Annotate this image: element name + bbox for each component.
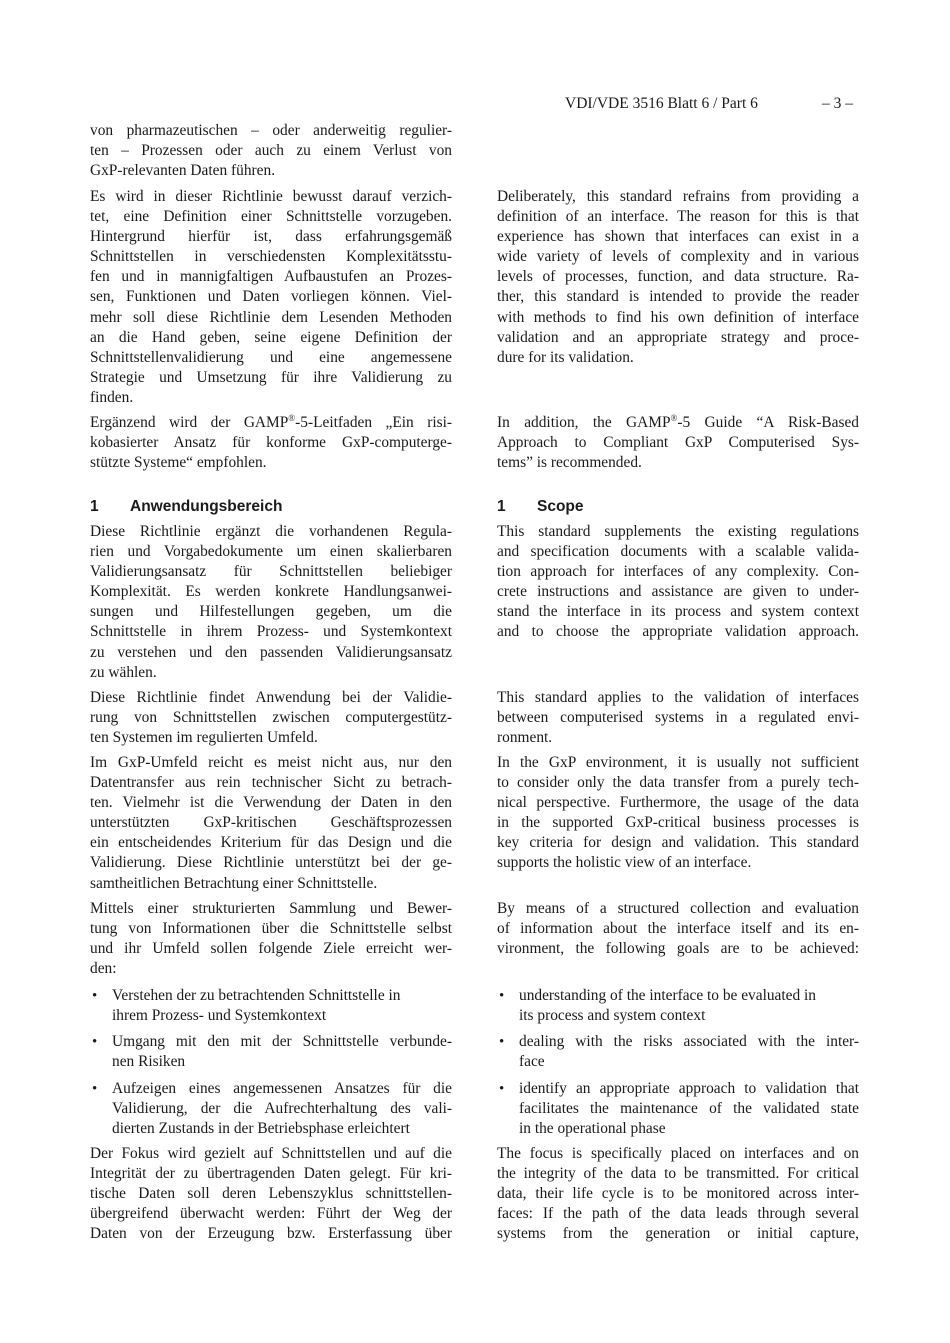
bullet-item	[92, 1079, 452, 1139]
text-line: Aufzeigen eines angemessenen Ansatzes für die	[112, 1080, 452, 1097]
text-line: tems” is recommended.	[497, 454, 642, 472]
text-line: definition of an interface. The reason for this is that	[497, 208, 859, 226]
bullet-icon: •	[499, 1034, 505, 1050]
text-line: fen und in mannigfaltigen Aufbaustufen an Prozes-	[90, 268, 452, 286]
section-heading	[90, 497, 282, 517]
text-line: Ergänzend wird der GAMP®-5-Leitfaden „Ein risi-	[90, 413, 452, 431]
paragraph	[497, 753, 859, 874]
text-line: übergreifend überwacht werden: Führt der Weg der	[90, 1205, 452, 1223]
text-line: nen Risiken	[112, 1053, 186, 1071]
text-line: Verstehen der zu betrachtenden Schnittstelle in	[112, 987, 401, 1004]
text-line: stand the interface in its process and system context	[497, 603, 859, 621]
text-line: Komplexität. Es werden konkrete Handlungsanwei-	[90, 583, 452, 601]
text-line: dierten Zustands in der Betriebsphase erleichtert	[112, 1120, 410, 1138]
document-id: VDI/VDE 3516 Blatt 6 / Part 6	[565, 95, 758, 112]
text-line: wide variety of levels of complexity and in various	[497, 248, 859, 266]
paragraph	[90, 121, 452, 181]
running-header	[565, 95, 758, 113]
text-line: vironment, the following goals are to be achieved:	[497, 940, 859, 958]
text-line: and specification documents with a scalable valida-	[497, 543, 859, 561]
text-line: zu wählen.	[90, 663, 157, 681]
text-line: tische Daten soll deren Lebenszyklus schnittstellen-	[90, 1185, 452, 1203]
text-line: samtheitlichen Betrachtung einer Schnittstelle.	[90, 874, 378, 892]
text-line: dure for its validation.	[497, 348, 634, 366]
text-line: understanding of the interface to be evaluated in	[519, 987, 817, 1004]
bullet-item	[92, 986, 452, 1026]
text-line: zu verstehen und den passenden Validierungsansatz	[90, 643, 452, 661]
text-line: Mittels einer strukturierten Sammlung und Bewer-	[90, 900, 452, 917]
text-line: In addition, the GAMP®-5 Guide “A Risk-Based	[497, 413, 859, 431]
text-line: faces: If the path of the data leads through several	[497, 1205, 859, 1223]
text-line: experience has shown that interfaces can exist in a	[497, 228, 859, 246]
text-line: Der Fokus wird gezielt auf Schnittstellen und auf die	[90, 1145, 452, 1162]
text-line: Schnittstelle in ihrem Prozess- und Systemkontext	[90, 623, 452, 641]
text-line: key criteria for design and validation. This standard	[497, 834, 859, 852]
section-number: 1	[497, 498, 506, 515]
paragraph	[90, 413, 452, 473]
bullet-item	[92, 1032, 452, 1072]
text-line: with methods to find his own definition of interface	[497, 308, 859, 326]
text-line: nical perspective. Furthermore, the usage of the data	[497, 794, 859, 812]
text-line: kobasierter Ansatz für konforme GxP-computerge-	[90, 434, 452, 452]
text-line: Validierung. Diese Richtlinie unterstützt bei der ge-	[90, 854, 452, 872]
bullet-icon: •	[92, 988, 98, 1004]
paragraph	[497, 899, 859, 959]
bullet-item	[499, 1032, 859, 1072]
text-line: dealing with the risks associated with the inter-	[519, 1033, 859, 1050]
registered-mark: ®	[288, 413, 296, 423]
text-line: supports the holistic view of an interface.	[497, 854, 752, 872]
text-line: identify an appropriate approach to validation that	[519, 1080, 859, 1097]
text-line: data, their life cycle is to be monitored across inter-	[497, 1185, 859, 1203]
paragraph	[497, 688, 859, 748]
text-line: its process and system context	[519, 1007, 706, 1025]
bullet-icon: •	[92, 1034, 98, 1050]
text-line: Es wird in dieser Richtlinie bewusst darauf verzich-	[90, 188, 452, 205]
text-line: This standard supplements the existing regulations	[497, 523, 859, 540]
text-line: ein entscheidendes Kriterium für das Design und die	[90, 834, 452, 852]
paragraph	[90, 899, 452, 979]
paragraph	[90, 753, 452, 894]
paragraph	[497, 1144, 859, 1244]
text-line: Daten von der Erzeugung bzw. Ersterfassung über	[90, 1225, 452, 1243]
text-line: ten Systemen im regulierten Umfeld.	[90, 729, 318, 747]
text-line: tet, eine Definition einer Schnittstelle vorzugeben.	[90, 208, 452, 226]
text-line: Schnittstellen in verschiedensten Komplexitätsstu-	[90, 248, 452, 266]
text-line: Diese Richtlinie ergänzt die vorhandenen Regula-	[90, 523, 452, 540]
text-line: crete instructions and assistance are given to under-	[497, 583, 859, 601]
text-line: facilitates the maintenance of the validated state	[519, 1100, 859, 1118]
text-line: levels of processes, function, and data structure. Ra-	[497, 268, 859, 286]
text-line: sen, Funktionen und Daten vorliegen können. Viel-	[90, 288, 452, 306]
text-line: face	[519, 1053, 545, 1071]
bullet-item	[499, 986, 859, 1026]
text-line: Deliberately, this standard refrains from providing a	[497, 188, 859, 205]
text-line: unterstützten GxP-kritischen Geschäftsprozessen	[90, 814, 452, 832]
text-line: Diese Richtlinie findet Anwendung bei der Validie-	[90, 689, 452, 706]
page-number: – 3 –	[822, 95, 853, 112]
text-line: rien und Vorgabedokumente um einen skalierbaren	[90, 543, 452, 561]
text-line: rung von Schnittstellen zwischen computergestütz-	[90, 709, 452, 727]
section-number: 1	[90, 498, 99, 515]
text-line: Datentransfer aus rein technischer Sicht zu betrach-	[90, 774, 452, 792]
text-line: mehr soll diese Richtlinie dem Lesenden Methoden	[90, 308, 452, 326]
text-line: ther, this standard is intended to provide the reader	[497, 288, 859, 306]
paragraph	[90, 187, 452, 408]
text-line: By means of a structured collection and evaluation	[497, 900, 859, 917]
text-line: In the GxP environment, it is usually not sufficient	[497, 754, 859, 771]
text-line: von pharmazeutischen – oder anderweitig regulier-	[90, 122, 452, 139]
text-line: tung von Informationen über die Schnittstelle selbst	[90, 920, 452, 938]
text-line: finden.	[90, 388, 134, 406]
paragraph	[90, 1144, 452, 1244]
paragraph	[497, 522, 859, 643]
text-line: Schnittstellenvalidierung und eine angemessene	[90, 348, 452, 366]
text-line: Approach to Compliant GxP Computerised Sys-	[497, 434, 859, 452]
paragraph	[90, 522, 452, 683]
text-line: of information about the interface itself and its en-	[497, 920, 859, 938]
paragraph	[90, 688, 452, 748]
text-line: systems from the generation or initial capture,	[497, 1225, 859, 1243]
section-title: Scope	[537, 498, 584, 515]
text-line: validation and an appropriate strategy and proce-	[497, 328, 859, 346]
text-line: This standard applies to the validation of interfaces	[497, 689, 859, 706]
text-line: in the supported GxP-critical business processes is	[497, 814, 859, 832]
text-line: Im GxP-Umfeld reicht es meist nicht aus, nur den	[90, 754, 452, 771]
bullet-icon: •	[499, 988, 505, 1004]
section-heading	[497, 497, 584, 517]
text-line: Validierungsansatz für Schnittstellen beliebiger	[90, 563, 452, 581]
text-line: Validierung, der die Aufrechterhaltung des vali-	[112, 1100, 452, 1118]
text-line: ronment.	[497, 729, 553, 747]
text-line: between computerised systems in a regulated envi-	[497, 709, 859, 727]
text-line: und ihr Umfeld sollen folgende Ziele erreicht wer-	[90, 940, 452, 958]
text-line: Umgang mit den mit der Schnittstelle verbunde-	[112, 1033, 452, 1050]
text-line: Strategie und Umsetzung für ihre Validierung zu	[90, 368, 452, 386]
text-line: in the operational phase	[519, 1120, 666, 1138]
text-line: GxP-relevanten Daten führen.	[90, 162, 276, 180]
bullet-item	[499, 1079, 859, 1139]
text-line: ihrem Prozess- und Systemkontext	[112, 1007, 327, 1025]
text-line: tion approach for interfaces of any complexity. Con-	[497, 563, 859, 581]
section-title: Anwendungsbereich	[130, 498, 283, 515]
text-line: stützte Systeme“ empfohlen.	[90, 454, 267, 472]
text-line: Integrität der zu übertragenden Daten gelegt. Für kri-	[90, 1165, 452, 1183]
bullet-icon: •	[92, 1081, 98, 1097]
bullet-icon: •	[499, 1081, 505, 1097]
text-line: the integrity of the data to be transmitted. For critical	[497, 1165, 859, 1183]
text-line: den:	[90, 960, 117, 978]
text-line: an die Hand geben, seine eigene Definition der	[90, 328, 452, 346]
registered-mark: ®	[670, 413, 678, 423]
text-line: to consider only the data transfer from a purely tech-	[497, 774, 859, 792]
paragraph	[497, 413, 859, 473]
text-line: Hintergrund hierfür ist, dass erfahrungsgemäß	[90, 228, 452, 246]
text-line: ten – Prozessen oder auch zu einem Verlust von	[90, 142, 452, 160]
text-line: The focus is specifically placed on interfaces and on	[497, 1145, 859, 1162]
text-line: and to choose the appropriate validation approach.	[497, 623, 859, 641]
text-line: sungen und Hilfestellungen gegeben, um die	[90, 603, 452, 621]
paragraph	[497, 187, 859, 368]
text-line: ten. Vielmehr ist die Verwendung der Daten in den	[90, 794, 452, 812]
